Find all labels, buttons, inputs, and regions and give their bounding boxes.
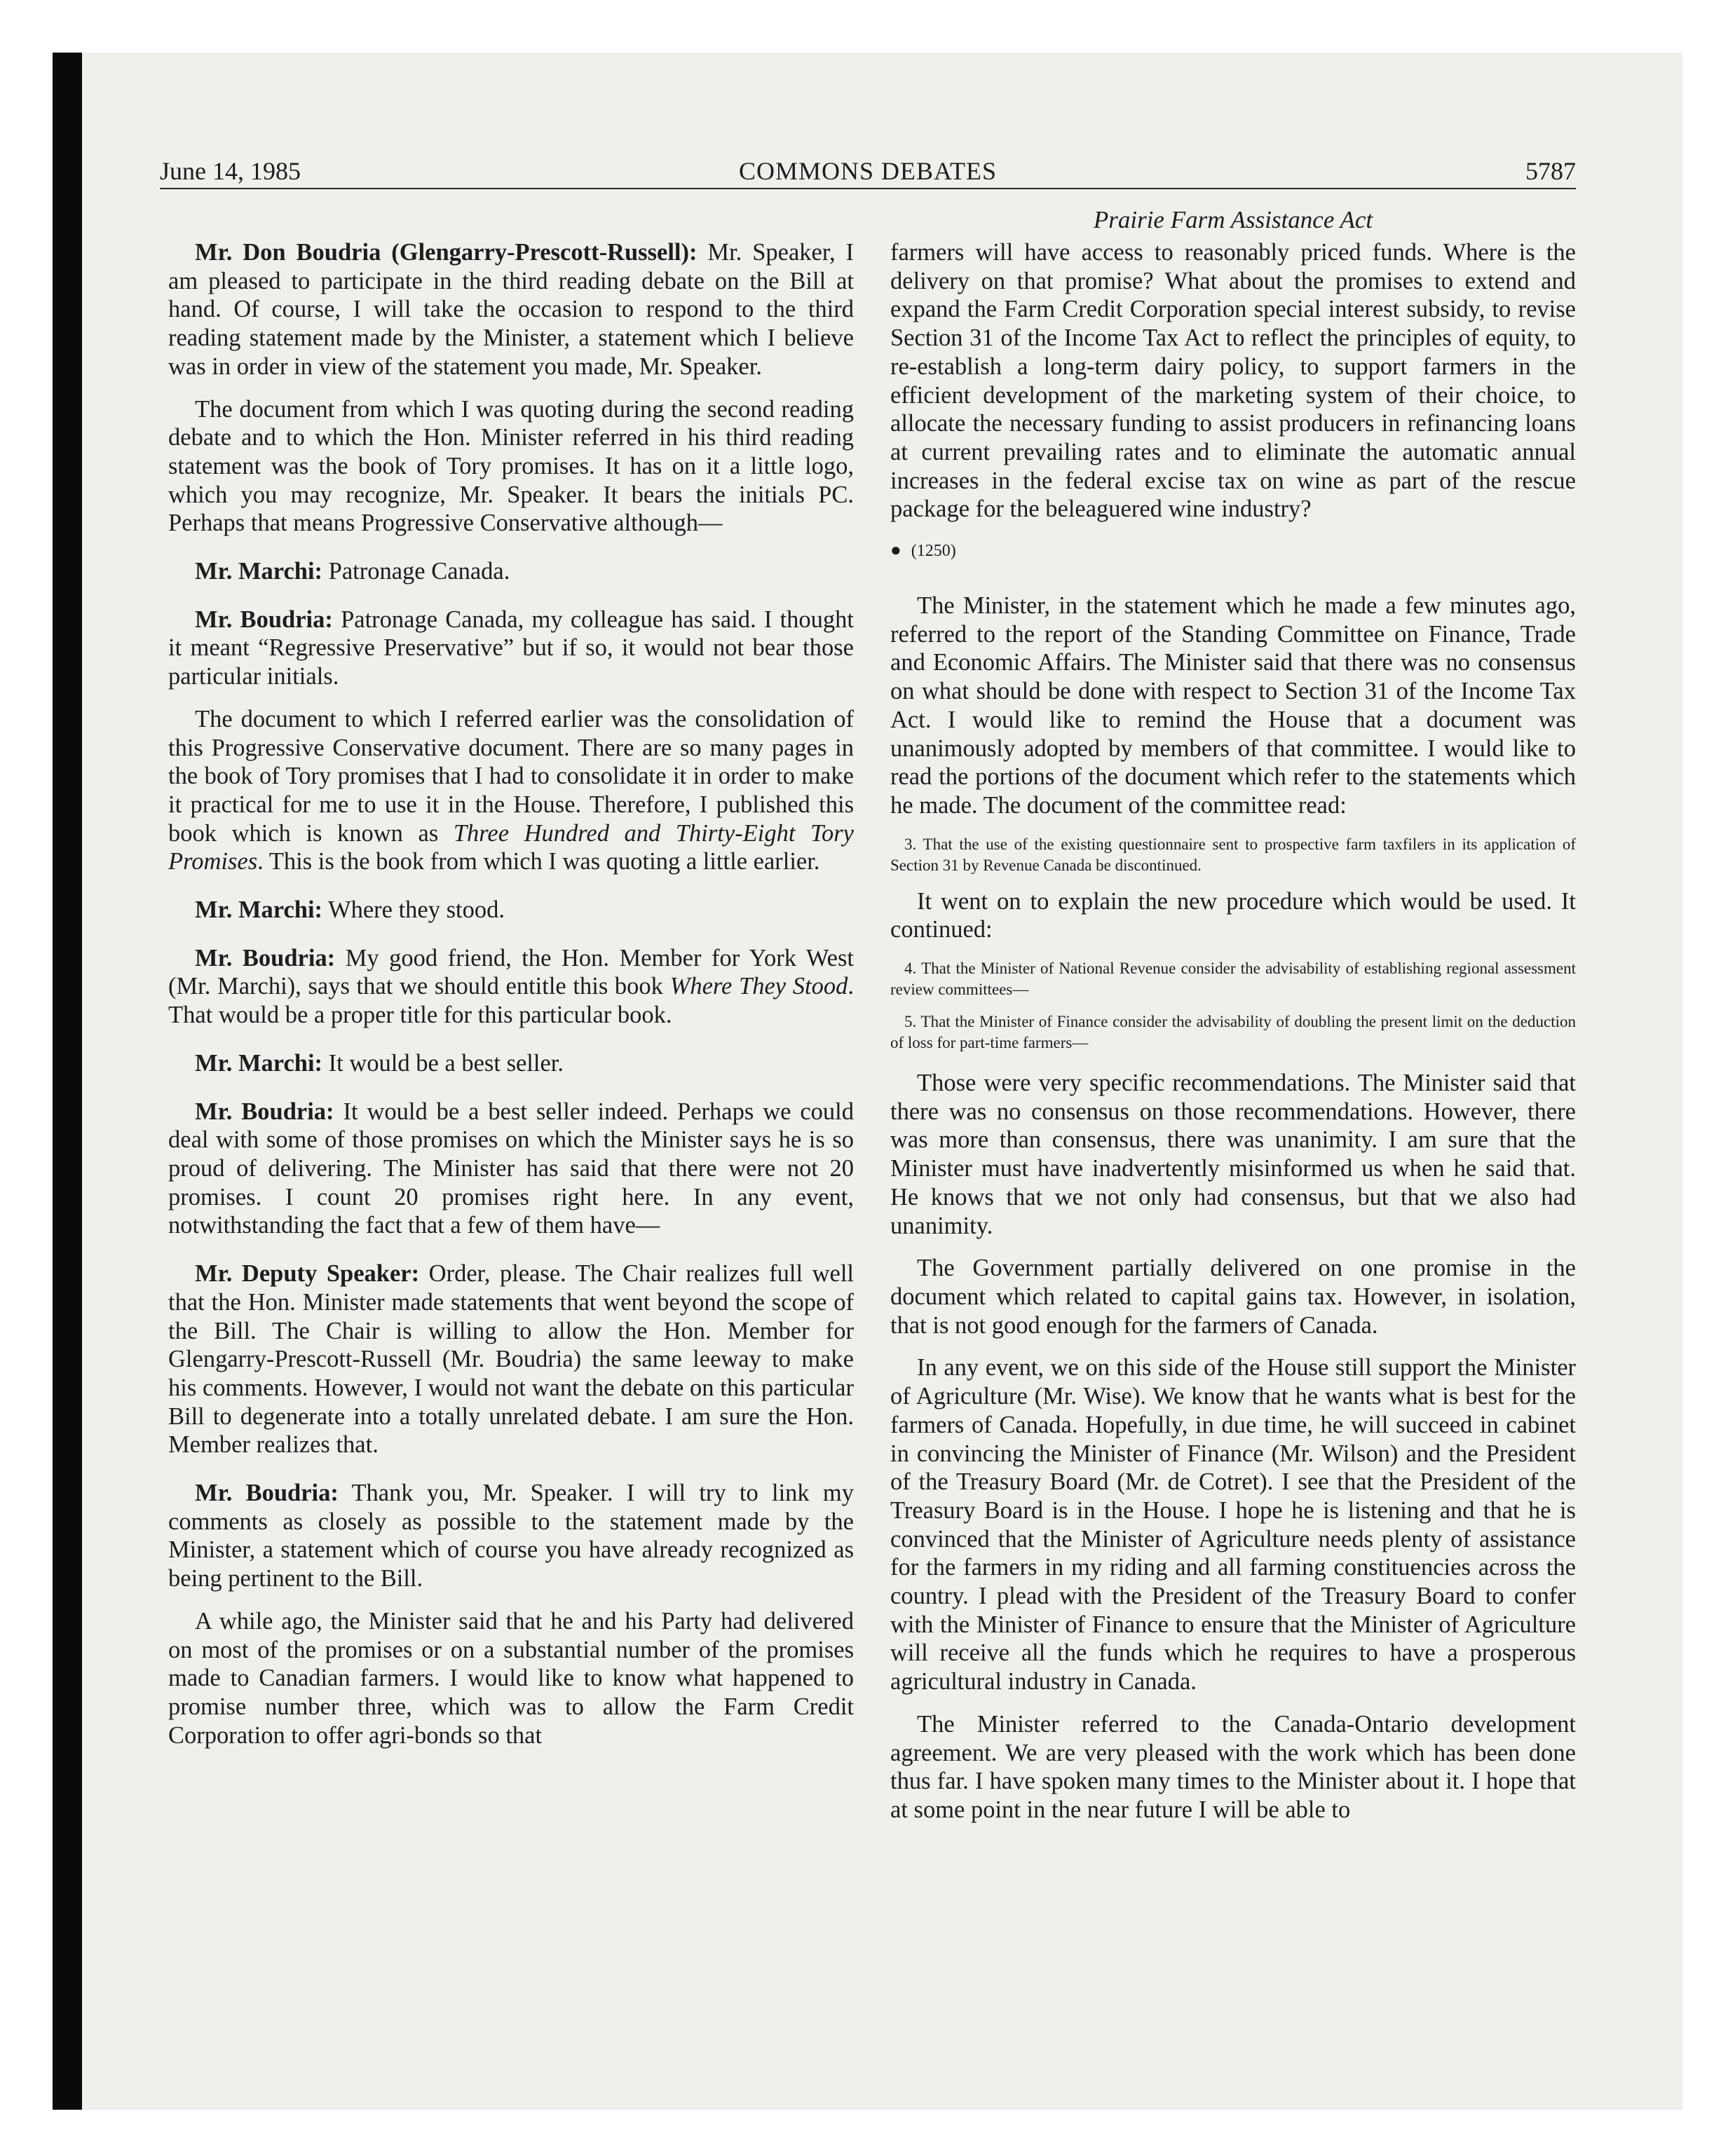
paragraph (168, 944, 854, 1030)
speech-text: The Minister, in the statement which he made a few minutes ago, referred to the report of the Standing Committee on Finance, Trade and Economic Affairs. The Minister said that there was no consensus on what should be done with respect to Section 31 of the Income Tax Act. I would like to remind the House that a document was unanimously adopted by members of that committee. I would like to read the portions of the document which refer to the statements which he made. The document of the committee read: (890, 592, 1576, 819)
speaker-name: Mr. Marchi: (195, 558, 323, 585)
paragraph (890, 1710, 1576, 1824)
speech-text: It would be a best seller indeed. Perhaps we could deal with some of those promises on which the Minister says he is so proud of delivering. The Minister has said that there were not 20 promises. I count 20 promises right here. In any event, notwithstanding the fact that a few of them have— (168, 1098, 854, 1239)
paragraph (168, 238, 854, 381)
speaker-name: Mr. Boudria: (195, 944, 336, 971)
speech-text: Where they stood. (322, 896, 505, 924)
running-title: Prairie Farm Assistance Act (1093, 206, 1373, 233)
speech-text: Patronage Canada. (322, 558, 510, 585)
speech-text: Patronage Canada, my colleague has said. I thought it meant “Regressive Preservative” but if so, it would not bear those particular initials. (168, 606, 854, 690)
paragraph (890, 1353, 1576, 1696)
speech-text: The Government partially delivered on one promise in the document which related to capital gains tax. However, in isolation, that is not good enough for the farmers of Canada. (890, 1255, 1576, 1339)
header-page-number: 5787 (1525, 157, 1576, 185)
paragraph (168, 557, 854, 586)
paragraph (168, 1607, 854, 1750)
speaker-name: Mr. Boudria: (195, 1098, 334, 1125)
speaker-name: Mr. Deputy Speaker: (195, 1260, 420, 1288)
speaker-name: Mr. Boudria: (195, 606, 333, 633)
speech-text: The document to which I referred earlier was the consolidation of this Progressive Conservative document. There are so many pages in the book of Tory promises that I had to consolidate it in order to make it practical for me to use it in the House. Therefore, I published this book which is known as (168, 705, 854, 847)
header-date: June 14, 1985 (160, 157, 301, 185)
time-marker (890, 538, 1576, 564)
left-column (168, 238, 854, 1763)
speech-text: It would be a best seller. (322, 1049, 564, 1077)
speech-text: Those were very specific recommendations. The Minister said that there was no consensus on those recommendations. However, there was more than consensus, there was unanimity. I am sure that the Minister must have inadvertently misinformed us when he said that. He knows that we not only had consensus, but that we also had unanimity. (890, 1070, 1576, 1239)
speech-text: The Minister referred to the Canada-Ontario development agreement. We are very pleased with the work which has been done thus far. I have spoken many times to the Minister about it. I hope that at some point in the near future I will be able to (890, 1710, 1576, 1823)
quote-text: 3. That the use of the existing questionnaire sent to prospective farm taxfilers in its application of Section 31 by Revenue Canada be discontinued. (890, 835, 1576, 874)
paragraph (890, 238, 1576, 524)
speech-text: Mr. Speaker, I am pleased to participate in the third reading debate on the Bill at hand. Of course, I will take the occasion to respond to the third reading statement made by the Minister, a statement which I believe was in order in view of the statement you made, Mr. Speaker. (168, 239, 854, 380)
page-header (160, 153, 1576, 189)
paragraph (168, 1049, 854, 1078)
speech-text: farmers will have access to reasonably priced funds. Where is the delivery on that promise? What about the promises to extend and expand the Farm Credit Corporation special interest subsidy, to revise Section 31 of the Income Tax Act to reflect the principles of equity, to re-establish a long-term dairy policy, to support farmers in the efficient development of the marketing system of their choice, to allocate the necessary funding to assist producers in refinancing loans at current prevailing rates and to eliminate the automatic annual increases in the federal excise tax on wine as part of the rescue package for the beleaguered wine industry? (890, 239, 1576, 523)
paragraph (890, 887, 1576, 944)
quote-text: 5. That the Minister of Finance consider the advisability of doubling the present limit on the deduction of loss for part-time farmers— (890, 1013, 1576, 1052)
paragraph (890, 1254, 1576, 1339)
right-column (890, 238, 1576, 1838)
speech-text: . This is the book from which I was quoting a little earlier. (257, 848, 820, 875)
paragraph (168, 395, 854, 538)
speaker-name: Mr. Boudria: (195, 1480, 339, 1507)
paragraph (168, 1098, 854, 1241)
paragraph (168, 896, 854, 925)
quoted-recommendation (890, 958, 1576, 1000)
speech-text: A while ago, the Minister said that he and his Party had delivered on most of the promises or on a substantial number of the promises made to Canadian farmers. I would like to know what happened to promise number three, which was to allow the Farm Credit Corporation to offer agri-bonds so that (168, 1607, 854, 1749)
paragraph (168, 1479, 854, 1593)
paragraph (168, 606, 854, 691)
speech-text: . That would be a proper title for this particular book. (168, 973, 854, 1029)
speech-text: In any event, we on this side of the House still support the Minister of Agriculture (Mr. Wise). We know that he wants what is best for the farmers of Canada. Hopefully, in due time, he will succeed in cabinet in convincing the Minister of Finance (Mr. Wilson) and the President of the Treasury Board (Mr. de Cotret). I see that the President of the Treasury Board is in the House. I hope he is listening and that he is convinced that the Minister of Agriculture needs plenty of assistance for the farmers in my riding and all farming constituencies across the country. I plead with the President of the Treasury Board to confer with the Minister of Finance to ensure that the Minister of Agriculture will receive all the funds which he requires to have a prosperous agricultural industry in Canada. (890, 1354, 1576, 1696)
speaker-name: Mr. Marchi: (195, 1049, 323, 1077)
quoted-recommendation (890, 1011, 1576, 1053)
speech-text: It went on to explain the new procedure which would be used. It continued: (890, 887, 1576, 943)
time-stamp: (1250) (911, 542, 956, 561)
paragraph (890, 1069, 1576, 1240)
scan-dark-edge (53, 53, 82, 2110)
speaker-name: Mr. Marchi: (195, 896, 323, 924)
quote-text: 4. That the Minister of National Revenue consider the advisability of establishing regional assessment review committees— (890, 960, 1576, 999)
paragraph (890, 592, 1576, 820)
bullet-icon: ● (890, 540, 901, 561)
header-journal-title: COMMONS DEBATES (738, 157, 998, 185)
paragraph (168, 705, 854, 876)
speech-text: Thank you, Mr. Speaker. I will try to link my comments as closely as possible to the statement made by the Minister, a statement which of course you have already recognized as being pertinent to the Bill. (168, 1480, 855, 1592)
speech-text: Order, please. The Chair realizes full well that the Hon. Minister made statements that went beyond the scope of the Bill. The Chair is willing to allow the Hon. Member for Glengarry-Prescott-Russell (Mr. Boudria) the same leeway to make his comments. However, I would not want the debate on this particular Bill to degenerate into a totally unrelated debate. I am sure the Hon. Member realizes that. (168, 1260, 855, 1459)
quoted-recommendation (890, 834, 1576, 876)
header-rule (160, 188, 1576, 189)
speech-text: My good friend, the Hon. Member for York West (Mr. Marchi), says that we should entitle this book (168, 944, 854, 1000)
paragraph (168, 1260, 854, 1459)
book-title: Three Hundred and Thirty-Eight Tory Promises (168, 819, 854, 875)
speech-text: The document from which I was quoting during the second reading debate and to which the Hon. Minister referred in his third reading statement was the book of Tory promises. It has on it a little logo, which you may recognize, Mr. Speaker. It bears the initials PC. Perhaps that means Progressive Conservative although— (168, 395, 854, 537)
speaker-name: Mr. Don Boudria (Glengarry-Prescott-Russell): (195, 239, 698, 266)
book-title: Where They Stood (669, 973, 848, 1000)
